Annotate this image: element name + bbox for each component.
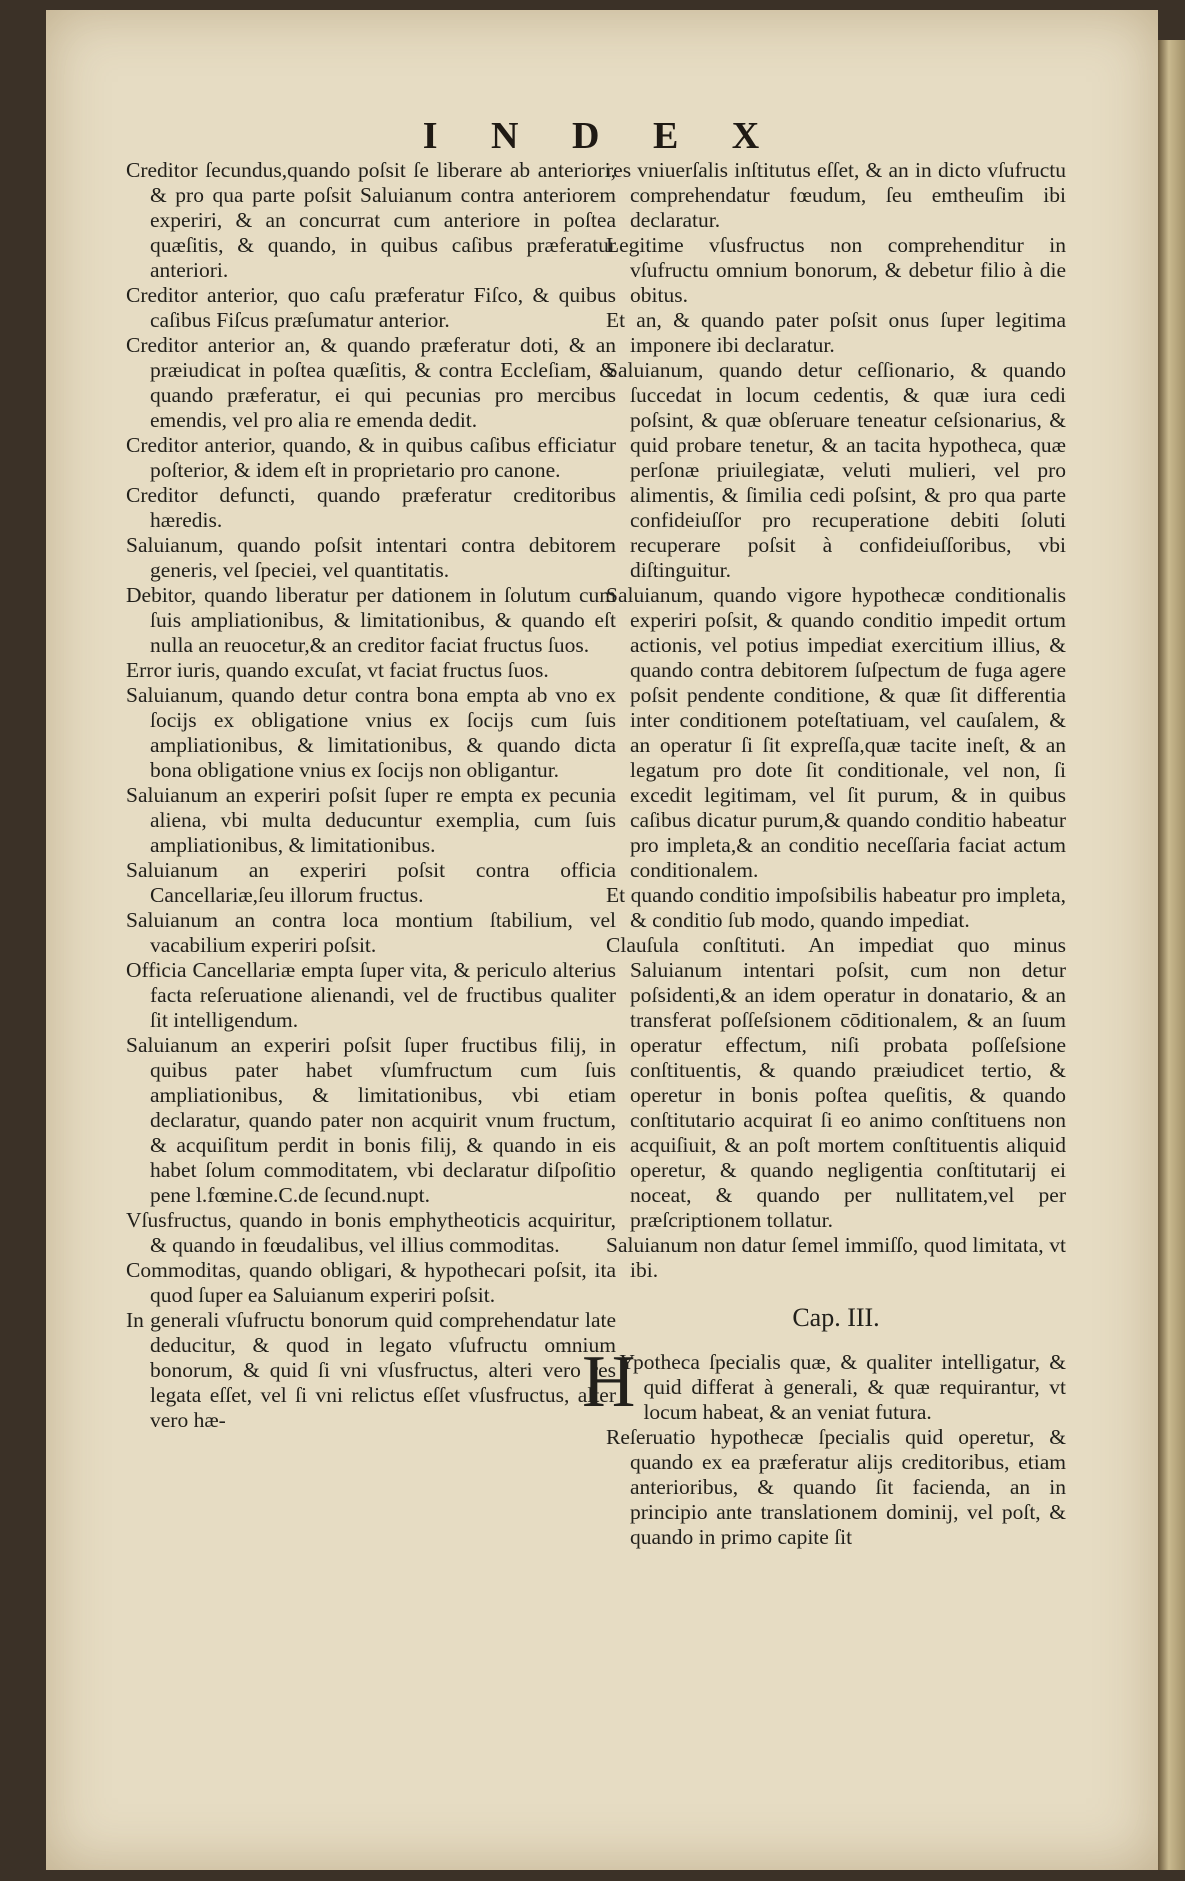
index-entry: res vniuerſalis inſtitutus eſſet, & an in dicto vſufructu comprehendatur fœudum, ſeu emtheuſim ibi declaratur.: [606, 158, 1066, 232]
index-entry: Saluianum an contra loca montium ſtabilium, vel vacabilium experiri poſsit.: [126, 908, 616, 957]
drop-cap-initial: H: [582, 1341, 636, 1423]
chapter-first-entry-text: Ypotheca ſpecialis quæ, & qualiter intelligatur, & quid differat à generali, & quæ requirantur, vt locum habeat, & an veniat futura.: [619, 1350, 1066, 1424]
index-entry: In generali vſufructu bonorum quid comprehendatur late deducitur, & quod in legato vſufructu omnium bonorum, & quid ſi vni vſusfructus, alteri vero res legata eſſet, vel ſi vni relictus eſſet vſusfructus, alter vero hæ-: [126, 1308, 616, 1432]
index-entry: Clauſula conſtituti. An impediat quo minus Saluianum intentari poſsit, cum non detur poſsidenti,& an idem operatur in donatario, & an transferat poſſeſsionem cōditionalem, & an ſuum operatur effectum, niſi probata poſſeſsione conſtituentis, & quando præiudicet tertio, & operetur in bonis poſtea queſitis, & quando conſtitutario acquirat ſi eo animo conſtituens non acquiſiuit, & an poſt mortem conſtituentis aliquid operetur, & quando negligentia conſtitutarij ei noceat, & quando per nullitatem,vel per præſcriptionem tollatur.: [606, 933, 1066, 1232]
index-entry: Creditor anterior an, & quando præferatur doti, & an præiudicat in poſtea quæſitis, & contra Eccleſiam, & quando præferatur, ei qui pecunias pro mercibus emendis, vel pro alia re emenda dedit.: [126, 333, 616, 432]
index-entry: Creditor anterior, quando, & in quibus caſibus efficiatur poſterior, & idem eſt in proprietario pro canone.: [126, 433, 616, 482]
index-entry: Creditor defuncti, quando præferatur creditoribus hæredis.: [126, 483, 616, 532]
page-header-title: I N D E X: [422, 115, 782, 157]
index-entry: Saluianum, quando detur ceſſionario, & quando ſuccedat in locum cedentis, & quæ iura cedi poſsint, & quæ obſeruare teneatur ceſsionarius, & quid probare tenetur, & an tacita hypotheca, quæ perſonæ priuilegiatæ, veluti mulieri, vel pro alimentis, & ſimilia cedi poſsint, & pro qua parte confideiuſſor pro recuperatione debiti ſoluti recuperare poſsit à confideiuſſoribus, vbi diſtinguitur.: [606, 358, 1066, 582]
index-entry: Saluianum an experiri poſsit contra officia Cancellariæ,ſeu illorum fructus.: [126, 858, 616, 907]
index-entry: Saluianum an experiri poſsit ſuper re empta ex pecunia aliena, vbi multa deducuntur exemplia, cum ſuis ampliationibus, & limitationibus.: [126, 783, 616, 857]
index-entry: Saluianum, quando detur contra bona empta ab vno ex ſocijs ex obligatione vnius ex ſocijs cum ſuis ampliationibus, & limitationibus, & quando dicta bona obligatione vnius ex ſocijs non obligantur.: [126, 683, 616, 782]
index-entry: Error iuris, quando excuſat, vt faciat fructus ſuos.: [126, 658, 549, 682]
index-entry: Saluianum non datur ſemel immiſſo, quod limitata, vt ibi.: [606, 1233, 1066, 1282]
next-page-edge: [1158, 40, 1185, 1870]
right-column: [582, 158, 1066, 1550]
index-entry: Reſeruatio hypothecæ ſpecialis quid operetur, & quando ex ea præferatur alijs creditoribus, etiam anterioribus, & quando ſit facienda, an in principio ante translationem dominij, vel poſt, & quando in primo capite ſit: [606, 1425, 1066, 1549]
index-entry: Saluianum, quando vigore hypothecæ conditionalis experiri poſsit, & quando conditio impedit ortum actionis, vel potius impediat exercitium illius, & quando contra debitorem ſuſpectum de fuga agere poſsit pendente conditione, & quæ ſit differentia inter conditionem poteſtatiuam, vel cauſalem, & an operatur ſi ſit expreſſa,quæ tacite ineſt, & an legatum pro dote ſit conditionale, vel non, ſi excedit legitimam, vel ſit purum, & in quibus caſibus dicatur purum,& quando conditio habeatur pro impleta,& an conditio neceſſaria faciat actum conditionalem.: [606, 583, 1066, 882]
index-entry: Et quando conditio impoſsibilis habeatur pro impleta, & conditio ſub modo, quando impediat.: [606, 883, 1066, 932]
index-entry: Saluianum an experiri poſsit ſuper fructibus filij, in quibus pater habet vſumfructum cum ſuis ampliationibus, & limitationibus, vbi etiam declaratur, quando pater non acquirit vnum fructum, & acquiſitum perdit in bonis filij, & quando in eis habet ſolum commoditatem, vbi declaratur diſpoſitio pene l.fœmine.C.de ſecund.nupt.: [126, 1033, 616, 1207]
index-entry: Vſusfructus, quando in bonis emphytheoticis acquiritur, & quando in fœudalibus, vel illius commoditas.: [126, 1208, 616, 1257]
index-entry: Creditor anterior, quo caſu præferatur Fiſco, & quibus caſibus Fiſcus præſumatur anterior.: [126, 283, 616, 332]
chapter-first-entry: [582, 1341, 1066, 1425]
index-entry: Commoditas, quando obligari, & hypothecari poſsit, ita quod ſuper ea Saluianum experiri poſsit.: [126, 1258, 616, 1307]
chapter-title: Cap. III.: [792, 1303, 880, 1332]
index-entry: Debitor, quando liberatur per dationem in ſolutum cum ſuis ampliationibus, & limitationibus, & quando eſt nulla an reuocetur,& an creditor faciat fructus ſuos.: [126, 583, 616, 657]
index-entry: Legitime vſusfructus non comprehenditur in vſufructu omnium bonorum, & debetur filio à die obitus.: [606, 233, 1066, 307]
index-entry: Et an, & quando pater poſsit onus ſuper legitima imponere ibi declaratur.: [606, 308, 1066, 357]
index-entry: Creditor ſecundus,quando poſsit ſe liberare ab anteriori, & pro qua parte poſsit Saluianum contra anteriorem experiri, & an concurrat cum anteriore in poſtea quæſitis, & quando, in quibus caſibus præferatur anteriori.: [126, 158, 616, 282]
index-entry: Officia Cancellariæ empta ſuper vita, & periculo alterius facta reſeruatione alienandi, vel de fructibus qualiter ſit intelligendum.: [126, 958, 616, 1032]
index-entry: Saluianum, quando poſsit intentari contra debitorem generis, vel ſpeciei, vel quantitatis.: [126, 533, 616, 582]
left-column: [126, 158, 616, 1433]
